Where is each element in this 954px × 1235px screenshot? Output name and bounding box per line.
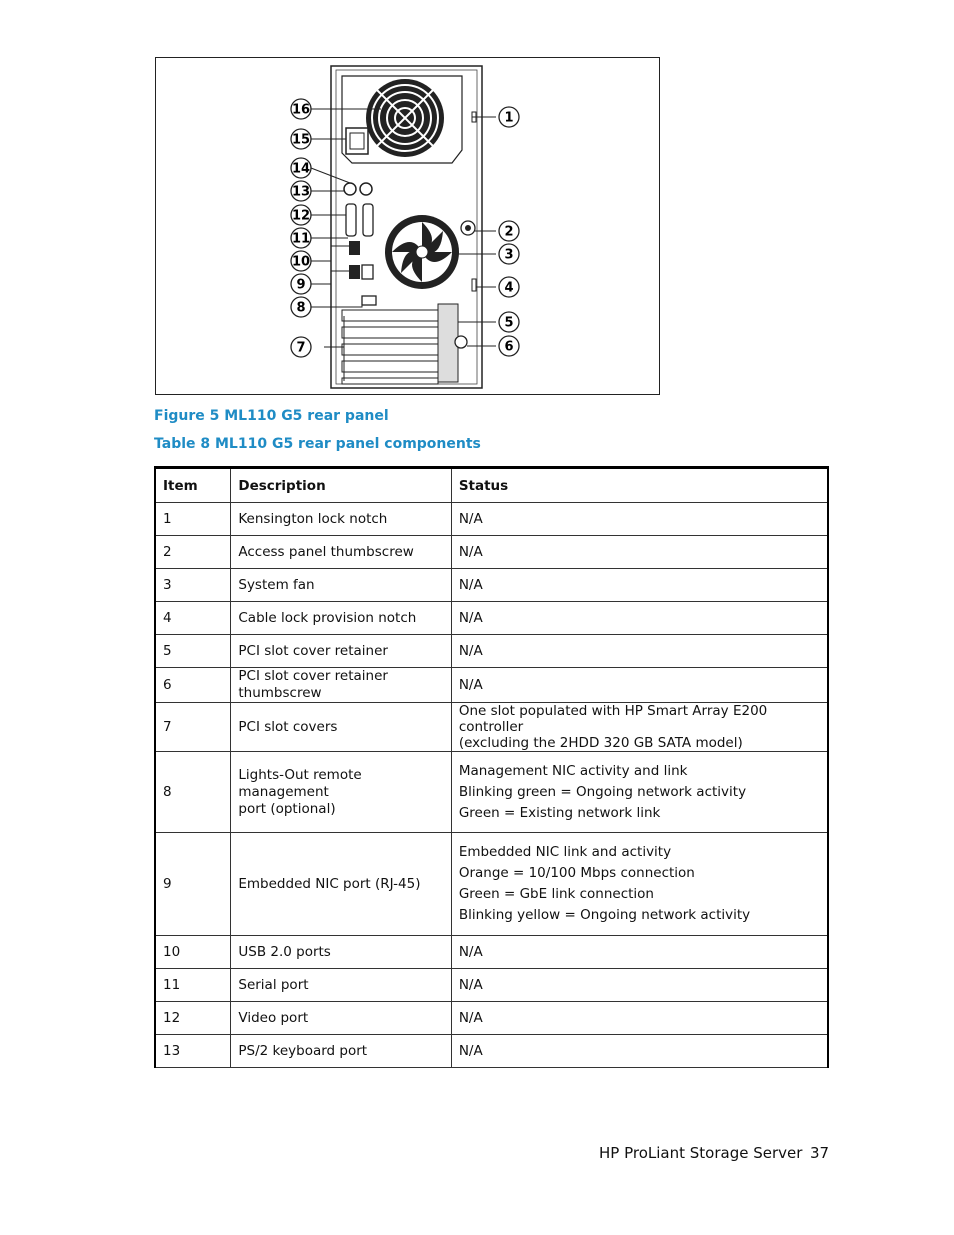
status-line: Blinking green = Ongoing network activity (458, 783, 747, 800)
callout-14 (291, 158, 311, 178)
description-cell (231, 703, 451, 752)
item-cell: 8 (155, 752, 231, 833)
callout-15 (291, 129, 311, 149)
item-cell: 6 (155, 668, 231, 703)
callout-number: 16 (291, 102, 311, 118)
status-cell (451, 668, 828, 703)
callout-10 (291, 251, 311, 271)
status-line: N/A (458, 1042, 483, 1059)
table-header-row (155, 468, 828, 503)
description-line: Cable lock provision notch (238, 609, 417, 626)
table-row (155, 936, 828, 969)
callout-number: 12 (291, 208, 311, 224)
item-cell: 2 (155, 536, 231, 569)
item-cell: 12 (155, 1002, 231, 1035)
status-cell (451, 936, 828, 969)
description-cell (231, 833, 451, 936)
callout-number: 3 (504, 247, 514, 263)
description-line: Access panel thumbscrew (238, 543, 414, 560)
status-line: N/A (458, 543, 483, 560)
callout-number: 7 (296, 340, 306, 356)
table-row (155, 969, 828, 1002)
description-cell (231, 635, 451, 668)
callout-13 (291, 181, 311, 201)
description-cell (231, 602, 451, 635)
status-cell (451, 503, 828, 536)
status-line: Green = GbE link connection (458, 886, 654, 902)
description-cell (231, 1002, 451, 1035)
description-cell (231, 752, 451, 833)
description-cell (231, 668, 451, 703)
description-line: System fan (238, 576, 315, 593)
description-line: USB 2.0 ports (238, 943, 331, 960)
header-item: Item (155, 468, 231, 503)
description-cell (231, 569, 451, 602)
description-cell (231, 969, 451, 1002)
callout-12 (291, 205, 311, 225)
callout-number: 11 (291, 231, 311, 247)
callout-16 (291, 99, 311, 119)
table-row (155, 703, 828, 752)
callout-number: 6 (504, 339, 514, 355)
table-row (155, 602, 828, 635)
table-row (155, 503, 828, 536)
header-description: Description (231, 468, 451, 503)
status-cell (451, 1035, 828, 1068)
callout-6 (499, 336, 519, 356)
table-row (155, 668, 828, 703)
item-cell: 3 (155, 569, 231, 602)
callout-labels (156, 58, 661, 396)
rear-panel-figure (155, 57, 660, 395)
status-cell (451, 602, 828, 635)
status-line: N/A (458, 1009, 483, 1026)
components-table (154, 466, 829, 1068)
description-line: Kensington lock notch (238, 510, 388, 527)
item-cell: 7 (155, 703, 231, 752)
item-cell: 11 (155, 969, 231, 1002)
description-cell (231, 536, 451, 569)
description-line: Serial port (238, 976, 309, 993)
status-line: N/A (458, 943, 483, 960)
callout-number: 10 (291, 254, 311, 270)
description-cell (231, 1035, 451, 1068)
callout-9 (291, 274, 311, 294)
status-line: N/A (458, 510, 483, 527)
status-line: N/A (458, 576, 483, 593)
status-line: N/A (458, 609, 483, 626)
item-cell: 10 (155, 936, 231, 969)
status-cell (451, 569, 828, 602)
callout-4 (499, 277, 519, 297)
status-cell (451, 833, 828, 936)
description-line: Lights-Out remote management (238, 766, 362, 800)
description-line: PS/2 keyboard port (238, 1042, 368, 1059)
callout-number: 9 (296, 277, 306, 293)
status-line: Orange = 10/100 Mbps connection (458, 865, 695, 881)
callout-3 (499, 244, 519, 264)
callout-7 (291, 337, 311, 357)
description-line: Video port (238, 1009, 309, 1026)
header-status: Status (451, 468, 828, 503)
status-line: N/A (458, 676, 483, 693)
callout-number: 5 (504, 315, 514, 331)
table-caption: Table 8 ML110 G5 rear panel components (154, 436, 481, 452)
description-cell (231, 936, 451, 969)
item-cell: 4 (155, 602, 231, 635)
callout-1 (499, 107, 519, 127)
callout-number: 15 (291, 132, 311, 148)
description-line: Embedded NIC port (RJ-45) (238, 875, 421, 892)
item-cell: 5 (155, 635, 231, 668)
status-line: Green = Existing network link (458, 804, 661, 821)
status-cell (451, 703, 828, 752)
status-line: (excluding the 2HDD 320 GB SATA model) (458, 735, 743, 751)
callout-number: 13 (291, 184, 311, 200)
callout-number: 1 (504, 110, 514, 126)
callout-number: 2 (504, 224, 514, 240)
item-cell: 9 (155, 833, 231, 936)
item-cell: 13 (155, 1035, 231, 1068)
callout-5 (499, 312, 519, 332)
table-row (155, 635, 828, 668)
status-line: N/A (458, 976, 483, 993)
status-cell (451, 635, 828, 668)
status-cell (451, 969, 828, 1002)
description-cell (231, 503, 451, 536)
status-line: Management NIC activity and link (458, 762, 688, 779)
status-cell (451, 536, 828, 569)
status-line: Blinking yellow = Ongoing network activity (458, 907, 751, 923)
figure-caption: Figure 5 ML110 G5 rear panel (154, 408, 389, 424)
status-cell (451, 1002, 828, 1035)
description-line: PCI slot covers (238, 718, 338, 735)
status-line: One slot populated with HP Smart Array E200 controller (458, 703, 768, 735)
table-row (155, 536, 828, 569)
status-cell (451, 752, 828, 833)
callout-8 (291, 297, 311, 317)
callout-11 (291, 228, 311, 248)
description-line: port (optional) (238, 800, 336, 817)
callout-number: 8 (296, 300, 306, 316)
callout-number: 4 (504, 280, 514, 296)
callout-number: 14 (291, 161, 311, 177)
table-row (155, 833, 828, 936)
page-number: 37 (810, 1144, 830, 1162)
table-row (155, 569, 828, 602)
callout-2 (499, 221, 519, 241)
footer-title: HP ProLiant Storage Server (599, 1144, 803, 1162)
status-line: N/A (458, 642, 483, 659)
table-row (155, 752, 828, 833)
item-cell: 1 (155, 503, 231, 536)
description-line: PCI slot cover retainer thumbscrew (238, 668, 388, 701)
status-line: Embedded NIC link and activity (458, 844, 672, 860)
table-row (155, 1035, 828, 1068)
table-row (155, 1002, 828, 1035)
description-line: PCI slot cover retainer (238, 642, 388, 659)
